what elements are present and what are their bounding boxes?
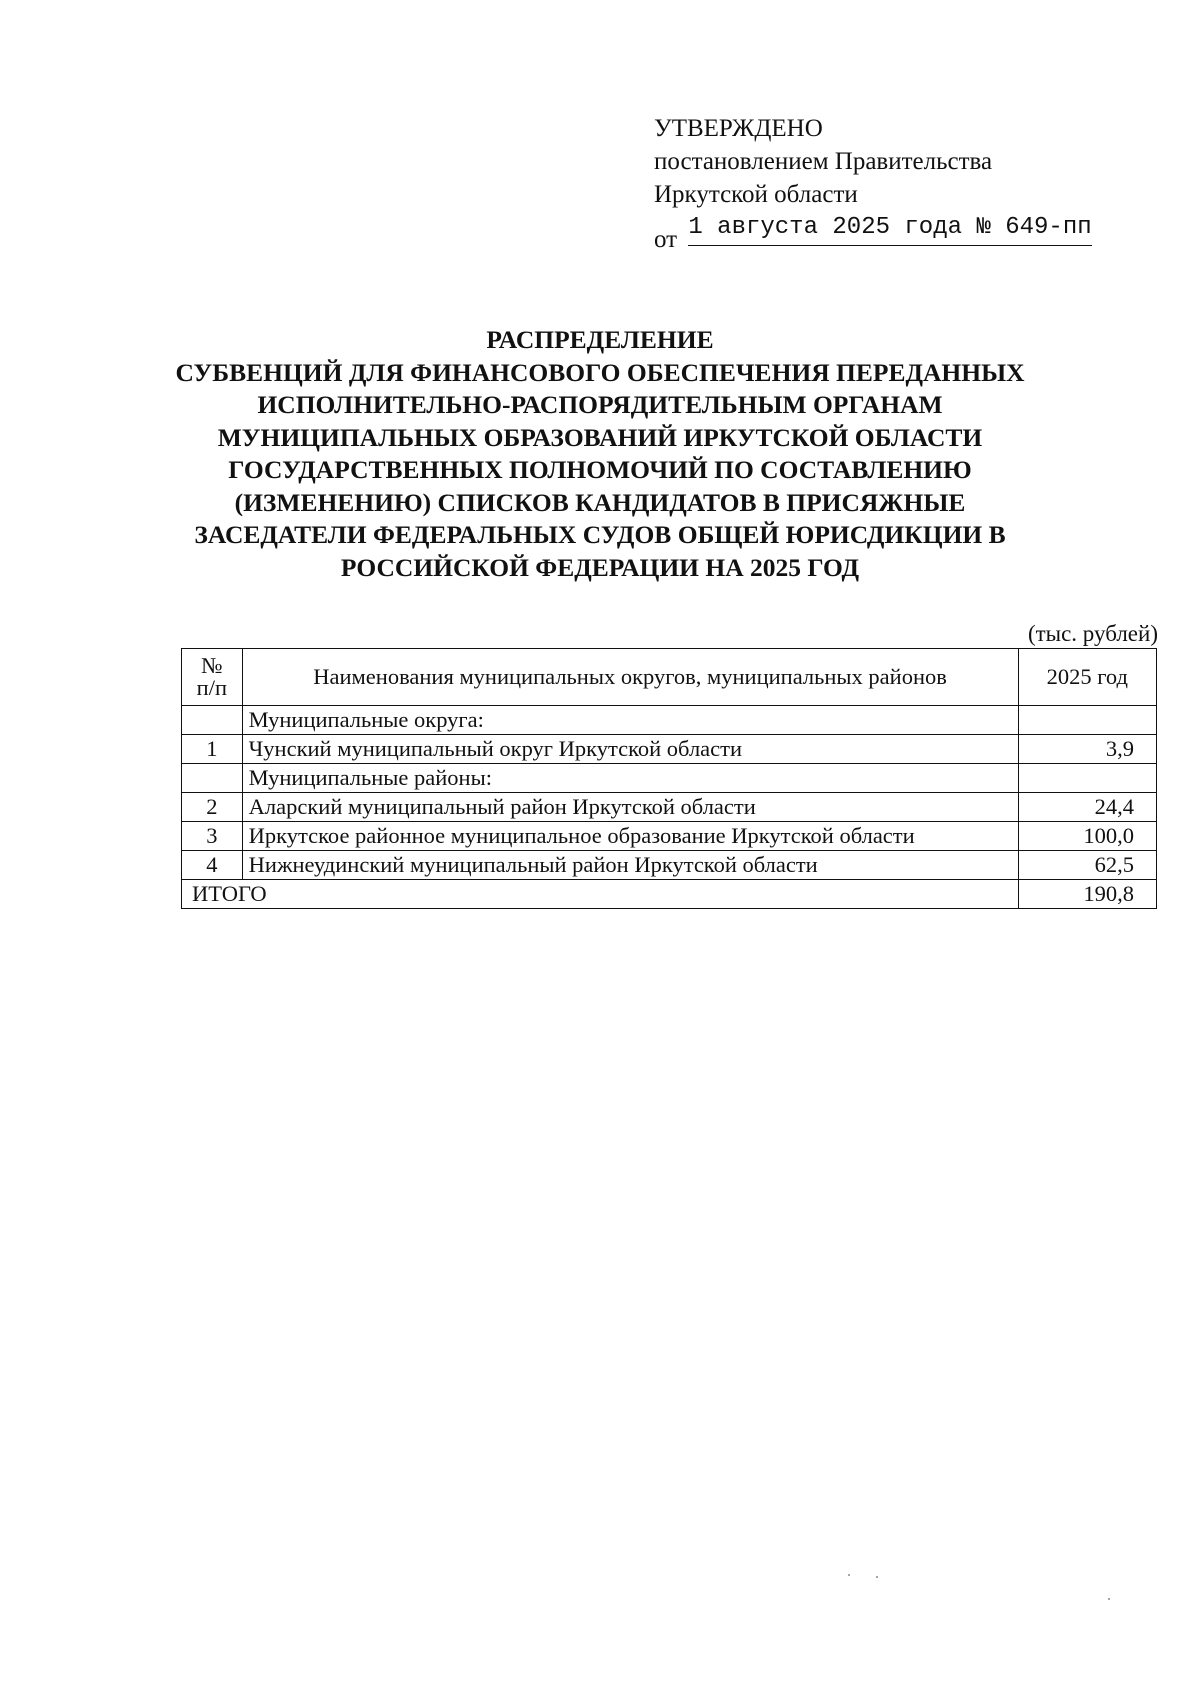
total-value: 190,8 xyxy=(1018,880,1157,909)
table-row xyxy=(182,793,1157,822)
scan-speck xyxy=(848,1574,850,1576)
allocation-table xyxy=(181,648,1157,909)
scan-speck xyxy=(876,1576,878,1578)
row-number xyxy=(182,706,243,735)
title-line: РАСПРЕДЕЛЕНИЕ xyxy=(486,325,714,354)
table-row-group-heading xyxy=(182,764,1157,793)
approval-region: Иркутской области xyxy=(654,181,858,208)
approval-heading: УТВЕРЖДЕНО xyxy=(654,115,823,142)
row-value: 100,0 xyxy=(1018,822,1157,851)
approval-date-value: 1 августа 2025 года № 649-пп xyxy=(688,211,1092,246)
table-row xyxy=(182,735,1157,764)
approval-authority: постановлением Правительства xyxy=(654,148,993,175)
table-row xyxy=(182,822,1157,851)
title-line: ИСПОЛНИТЕЛЬНО-РАСПОРЯДИТЕЛЬНЫМ ОРГАНАМ xyxy=(257,390,943,419)
table-header-row xyxy=(182,649,1157,706)
header-number-abbr: п/п xyxy=(196,675,227,700)
table-row-group-heading xyxy=(182,706,1157,735)
header-number xyxy=(182,649,243,706)
document-title xyxy=(150,324,1050,584)
title-line: МУНИЦИПАЛЬНЫХ ОБРАЗОВАНИЙ ИРКУТСКОЙ ОБЛАСТИ xyxy=(217,422,983,452)
header-number-symbol: № xyxy=(201,653,223,678)
row-name: Муниципальные округа: xyxy=(242,706,1018,735)
row-name: Чунский муниципальный округ Иркутской области xyxy=(242,735,1018,764)
approval-stamp xyxy=(654,112,1114,253)
approval-date-prefix: от xyxy=(654,226,678,253)
approval-date-line xyxy=(654,211,1114,253)
title-line: ГОСУДАРСТВЕННЫХ ПОЛНОМОЧИЙ ПО СОСТАВЛЕНИЮ xyxy=(228,455,972,484)
row-value: 24,4 xyxy=(1018,793,1157,822)
row-number xyxy=(182,764,243,793)
title-line: ЗАСЕДАТЕЛИ ФЕДЕРАЛЬНЫХ СУДОВ ОБЩЕЙ ЮРИСДИКЦИИ В xyxy=(194,520,1006,549)
row-number: 1 xyxy=(182,735,243,764)
title-line: СУБВЕНЦИЙ ДЛЯ ФИНАНСОВОГО ОБЕСПЕЧЕНИЯ ПЕРЕДАННЫХ xyxy=(175,357,1025,387)
row-value: 62,5 xyxy=(1018,851,1157,880)
row-name: Иркутское районное муниципальное образование Иркутской области xyxy=(242,822,1018,851)
title-line: РОССИЙСКОЙ ФЕДЕРАЦИИ НА 2025 ГОД xyxy=(340,552,860,582)
total-label: ИТОГО xyxy=(182,880,1019,909)
row-name: Нижнеудинский муниципальный район Иркутской области xyxy=(242,851,1018,880)
table-row xyxy=(182,851,1157,880)
row-value: 3,9 xyxy=(1018,735,1157,764)
row-number: 2 xyxy=(182,793,243,822)
row-value xyxy=(1018,706,1157,735)
row-name: Аларский муниципальный район Иркутской области xyxy=(242,793,1018,822)
row-name: Муниципальные районы: xyxy=(242,764,1018,793)
header-year: 2025 год xyxy=(1018,649,1157,706)
scan-speck xyxy=(1108,1598,1110,1600)
table-total-row xyxy=(182,880,1157,909)
row-number: 4 xyxy=(182,851,243,880)
units-note: (тыс. рублей) xyxy=(1027,621,1158,646)
row-number: 3 xyxy=(182,822,243,851)
row-value xyxy=(1018,764,1157,793)
header-name: Наименования муниципальных округов, муниципальных районов xyxy=(242,649,1018,706)
title-line: (ИЗМЕНЕНИЮ) СПИСКОВ КАНДИДАТОВ В ПРИСЯЖНЫЕ xyxy=(234,487,966,517)
